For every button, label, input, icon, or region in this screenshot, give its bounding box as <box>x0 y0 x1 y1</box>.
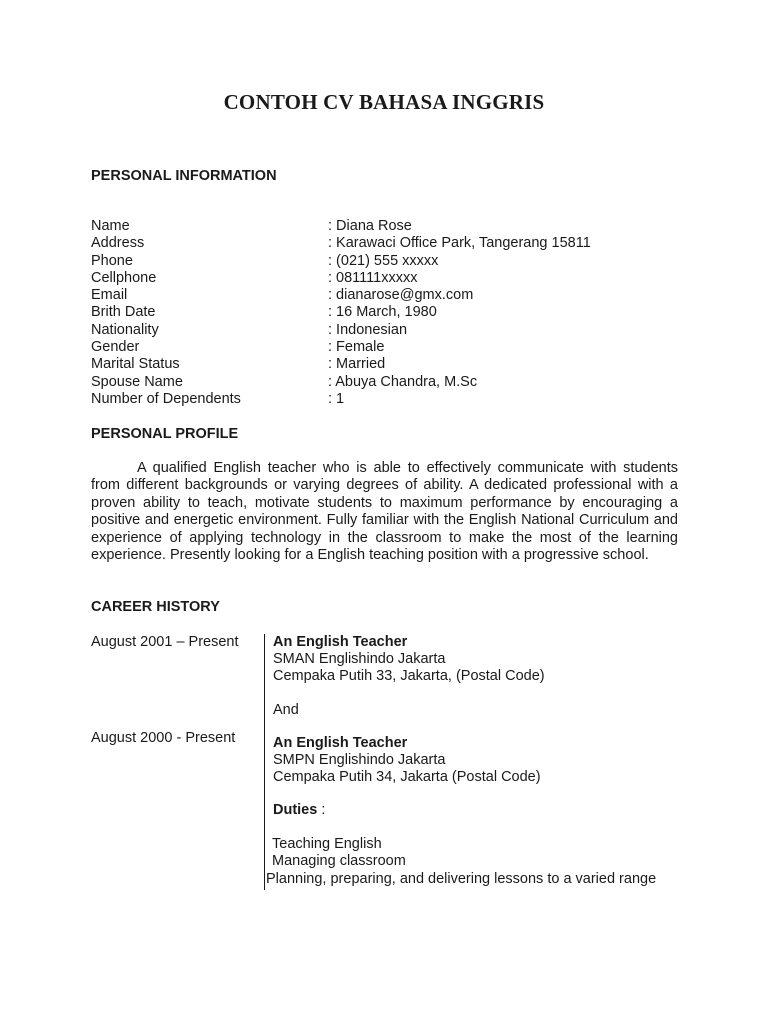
info-value: : Indonesian <box>328 321 408 338</box>
career-history-heading: CAREER HISTORY <box>91 599 220 615</box>
info-row-gender <box>91 339 691 356</box>
info-label: Marital Status <box>91 356 180 373</box>
duties-colon: : <box>317 802 326 818</box>
info-value: : Female <box>328 339 385 356</box>
duties-heading <box>273 802 325 819</box>
personal-information-heading: PERSONAL INFORMATION <box>91 168 277 184</box>
job2-address: Cempaka Putih 34, Jakarta (Postal Code) <box>273 769 541 785</box>
personal-profile-heading: PERSONAL PROFILE <box>91 426 239 442</box>
duties-label: Duties <box>273 802 318 818</box>
info-label: Nationality <box>91 321 159 338</box>
info-row-name <box>91 218 691 235</box>
duty-item: Managing classroom <box>272 853 406 869</box>
info-label: Brith Date <box>91 304 156 321</box>
info-row-birth-date <box>91 304 691 321</box>
info-value: : Married <box>328 356 386 373</box>
job1-school: SMAN Englishindo Jakarta <box>273 651 446 667</box>
personal-profile-text: A qualified English teacher who is able to effectively communicate with students from different backgrounds or varying degrees of ability. A dedicated professional with a proven ability to teach, motivate students to maximum performance by encouraging a positive and energetic environment. Fully familiar with the English National Curriculum and experience of applying technology in the classroom to make the most of the learning experience. Presently looking for a English teaching position with a progressive school. <box>91 460 678 564</box>
info-row-cellphone <box>91 270 691 287</box>
job2-title: An English Teacher <box>273 735 408 751</box>
personal-information-table <box>91 218 691 408</box>
info-label: Name <box>91 218 130 234</box>
career-divider-line <box>264 634 265 890</box>
info-row-spouse-name <box>91 374 691 391</box>
info-value: : Diana Rose <box>328 218 412 234</box>
info-value: : 081111xxxxx <box>328 269 418 286</box>
info-label: Number of Dependents <box>91 390 241 407</box>
career-connector: And <box>273 702 299 718</box>
info-value: : Abuya Chandra, M.Sc <box>328 373 478 390</box>
duty-item: Planning, preparing, and delivering lessons to a varied range <box>266 871 657 887</box>
info-row-address <box>91 235 691 252</box>
info-label: Address <box>91 235 145 252</box>
info-row-phone <box>91 253 691 270</box>
info-row-email <box>91 287 691 304</box>
info-label: Email <box>91 287 128 304</box>
job1-period: August 2001 – Present <box>91 634 239 650</box>
info-label: Spouse Name <box>91 373 183 390</box>
duty-item: Teaching English <box>272 836 382 852</box>
info-label: Gender <box>91 339 140 356</box>
info-value: : Karawaci Office Park, Tangerang 15811 <box>328 235 591 252</box>
info-label: Phone <box>91 252 133 269</box>
info-row-marital-status <box>91 356 691 373</box>
info-row-nationality <box>91 322 691 339</box>
job1-address: Cempaka Putih 33, Jakarta, (Postal Code) <box>273 668 545 684</box>
info-value: : dianarose@gmx.com <box>328 287 474 304</box>
job2-period: August 2000 - Present <box>91 730 236 746</box>
info-value: : 1 <box>328 390 345 407</box>
info-value: : (021) 555 xxxxx <box>328 252 439 269</box>
document-title: CONTOH CV BAHASA INGGRIS <box>223 90 545 114</box>
job2-school: SMPN Englishindo Jakarta <box>273 752 446 768</box>
info-row-dependents <box>91 391 691 408</box>
info-value: : 16 March, 1980 <box>328 304 437 321</box>
job1-title: An English Teacher <box>273 634 408 650</box>
info-label: Cellphone <box>91 269 157 286</box>
